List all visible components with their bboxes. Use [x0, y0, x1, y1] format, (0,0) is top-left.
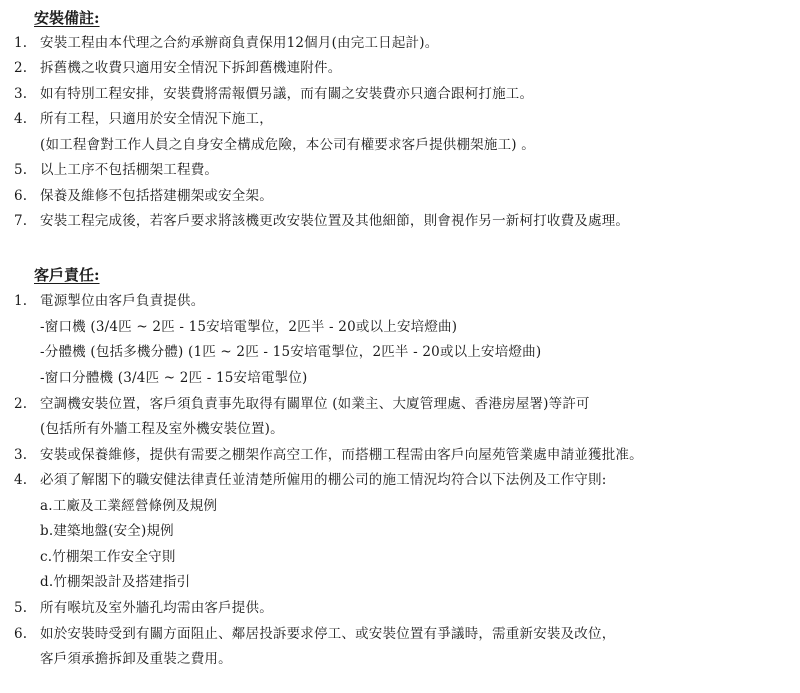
item-number: 2. [14, 60, 28, 76]
customer-item-4 [14, 468, 606, 492]
item-text: -窗口機 (3/4匹 ~ 2匹 - 15安培電掣位，2匹半 - 20或以上安培燈曲) [40, 319, 458, 335]
item-number: 3. [14, 86, 28, 102]
install-note-item-3 [14, 82, 533, 106]
install-note-item-6 [14, 184, 273, 208]
item-text: d.竹棚架設計及搭建指引 [40, 574, 191, 590]
item-text: 安裝或保養維修，提供有需要之棚架作高空工作，而搭棚工程需由客戶向屋苑管業處申請並獲批准。 [40, 447, 643, 463]
item-text: c.竹棚架工作安全守則 [40, 549, 176, 565]
item-text: 所有喉坑及室外牆孔均需由客戶提供。 [40, 600, 273, 616]
customer-item-2-cont [14, 417, 284, 441]
item-number: 1. [14, 293, 28, 309]
install-notes-heading: 安裝備註: [34, 9, 100, 27]
install-note-item-1 [14, 31, 438, 55]
item-text: 如於安裝時受到有關方面阻止、鄰居投訴要求停工、或安裝位置有爭議時，需重新安裝及改位， [40, 626, 616, 642]
item-number: 1. [14, 35, 28, 51]
item-number: 5. [14, 162, 28, 178]
item-number: 6. [14, 626, 28, 642]
item-text: 以上工序不包括棚架工程費。 [40, 162, 219, 178]
item-text: (如工程會對工作人員之自身安全構成危險，本公司有權要求客戶提供棚架施工) 。 [40, 137, 535, 153]
customer-item-4-c [14, 545, 176, 569]
customer-item-1-split-unit [14, 340, 541, 364]
install-note-item-4-cont [14, 133, 535, 157]
item-number: 3. [14, 447, 28, 463]
item-text: 安裝工程完成後，若客戶要求將該機更改安裝位置及其他細節，則會視作另一新柯打收費及處理。 [40, 213, 630, 229]
install-note-item-7 [14, 209, 629, 233]
customer-item-6 [14, 622, 615, 646]
install-note-item-4 [14, 107, 273, 131]
item-number: 4. [14, 111, 28, 127]
install-note-item-5 [14, 158, 218, 182]
item-text: b.建築地盤(安全)規例 [40, 523, 174, 539]
item-text: 如有特別工程安排，安裝費將需報價另議，而有關之安裝費亦只適合跟柯打施工。 [40, 86, 534, 102]
customer-item-6-cont [14, 647, 232, 671]
customer-item-5 [14, 596, 273, 620]
item-number: 6. [14, 188, 28, 204]
item-text: 客戶須承擔拆卸及重裝之費用。 [40, 651, 232, 667]
customer-responsibility-heading: 客戶責任: [34, 266, 100, 284]
item-text: a.工廠及工業經營條例及規例 [40, 498, 218, 514]
install-note-item-2 [14, 56, 341, 80]
item-text: -窗口分體機 (3/4匹 ~ 2匹 - 15安培電掣位) [40, 370, 308, 386]
item-text: -分體機 (包括多機分體) (1匹 ~ 2匹 - 15安培電掣位，2匹半 - 20或以上安培燈曲) [40, 344, 542, 360]
customer-item-2 [14, 392, 590, 416]
item-number: 2. [14, 396, 28, 412]
customer-item-4-b [14, 519, 174, 543]
item-number: 4. [14, 472, 28, 488]
customer-item-1 [14, 289, 204, 313]
item-text: 安裝工程由本代理之合約承辦商負責保用12個月(由完工日起計)。 [40, 35, 439, 51]
item-text: 保養及維修不包括搭建棚架或安全架。 [40, 188, 273, 204]
item-text: 拆舊機之收費只適用安全情況下拆卸舊機連附件。 [40, 60, 342, 76]
item-text: 必須了解閣下的職安健法律責任並清楚所僱用的棚公司的施工情況均符合以下法例及工作守則: [40, 472, 607, 488]
item-number: 5. [14, 600, 28, 616]
item-text: 電源掣位由客戶負責提供。 [40, 293, 205, 309]
item-text: 空調機安裝位置，客戶須負責事先取得有關單位 (如業主、大廈管理處、香港房屋署)等許可 [40, 396, 590, 412]
customer-item-1-window-split-unit [14, 366, 308, 390]
customer-item-1-window-unit [14, 315, 457, 339]
customer-item-4-d [14, 570, 190, 594]
item-number: 7. [14, 213, 28, 229]
customer-item-4-a [14, 494, 217, 518]
customer-item-3 [14, 443, 643, 467]
item-text: 所有工程，只適用於安全情況下施工， [40, 111, 273, 127]
item-text: (包括所有外牆工程及室外機安裝位置)。 [40, 421, 284, 437]
